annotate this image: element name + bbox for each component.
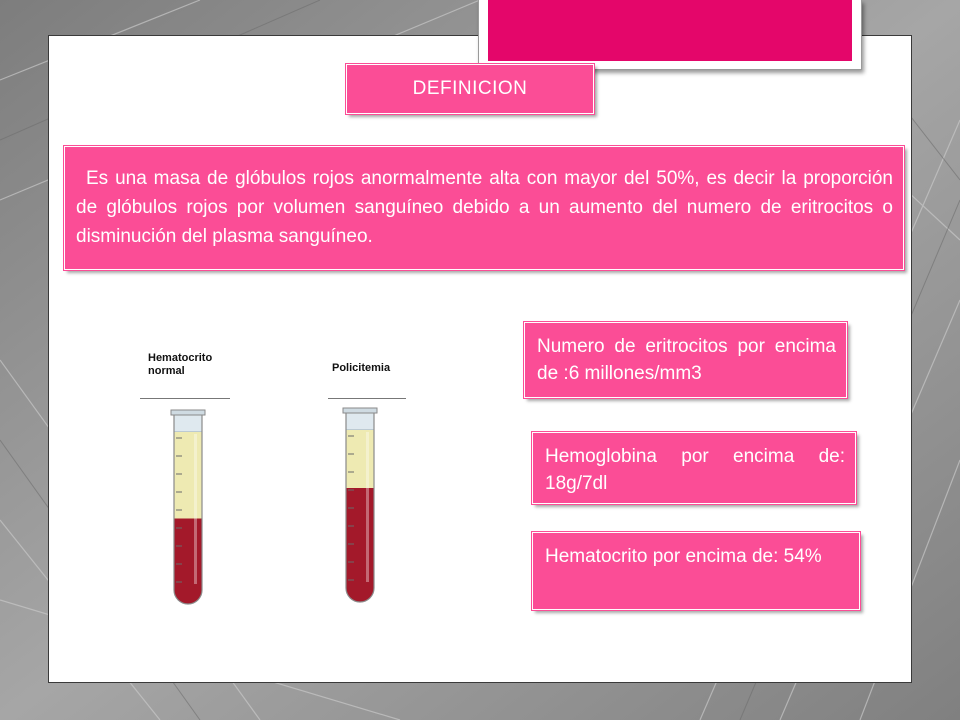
normal-tube-highlight [194,434,197,584]
polycythemia-tube [340,404,380,606]
normal-tube-figure [140,352,230,608]
accent-tab [478,0,862,70]
polycythemia-tube-rule [328,398,406,399]
polycythemia-tube-lip [343,408,377,413]
definition-text: Es una masa de glóbulos rojos anormalmente alta con mayor del 50%, es decir la proporción de glóbulos rojos por volumen sanguíneo debido a un aumento del numero de eritrocitos o disminución del plasma sanguíneo. [76,168,893,247]
normal-tube-rule [140,398,230,399]
polycythemia-tube-label: Policitemia [332,362,391,374]
normal-tube-label-line1: Hematocrito [148,352,213,364]
accent-tab-fill [488,0,852,61]
criteria-hemoglobin: Hemoglobina por encima de: 18g/7dl [532,432,856,504]
polycythemia-tube-rim [346,412,374,430]
normal-tube-label-line2: normal [148,365,185,377]
normal-tube-label [148,352,212,378]
normal-blood [174,519,202,605]
polycythemia-tube-highlight [366,432,369,582]
normal-plasma [174,432,202,519]
criteria-hematocrit: Hematocrito por encima de: 54% [532,532,860,610]
normal-tube-rim [174,414,202,432]
definition-title: DEFINICION [346,64,594,114]
definition-box [64,146,904,270]
normal-tube-lip [171,410,205,415]
polycythemia-tube-figure [328,362,408,608]
polycythemia-plasma [346,430,374,488]
polycythemia-blood [346,488,374,602]
normal-tube [168,406,208,608]
criteria-erythrocytes: Numero de eritrocitos por encima de :6 millones/mm3 [524,322,847,398]
